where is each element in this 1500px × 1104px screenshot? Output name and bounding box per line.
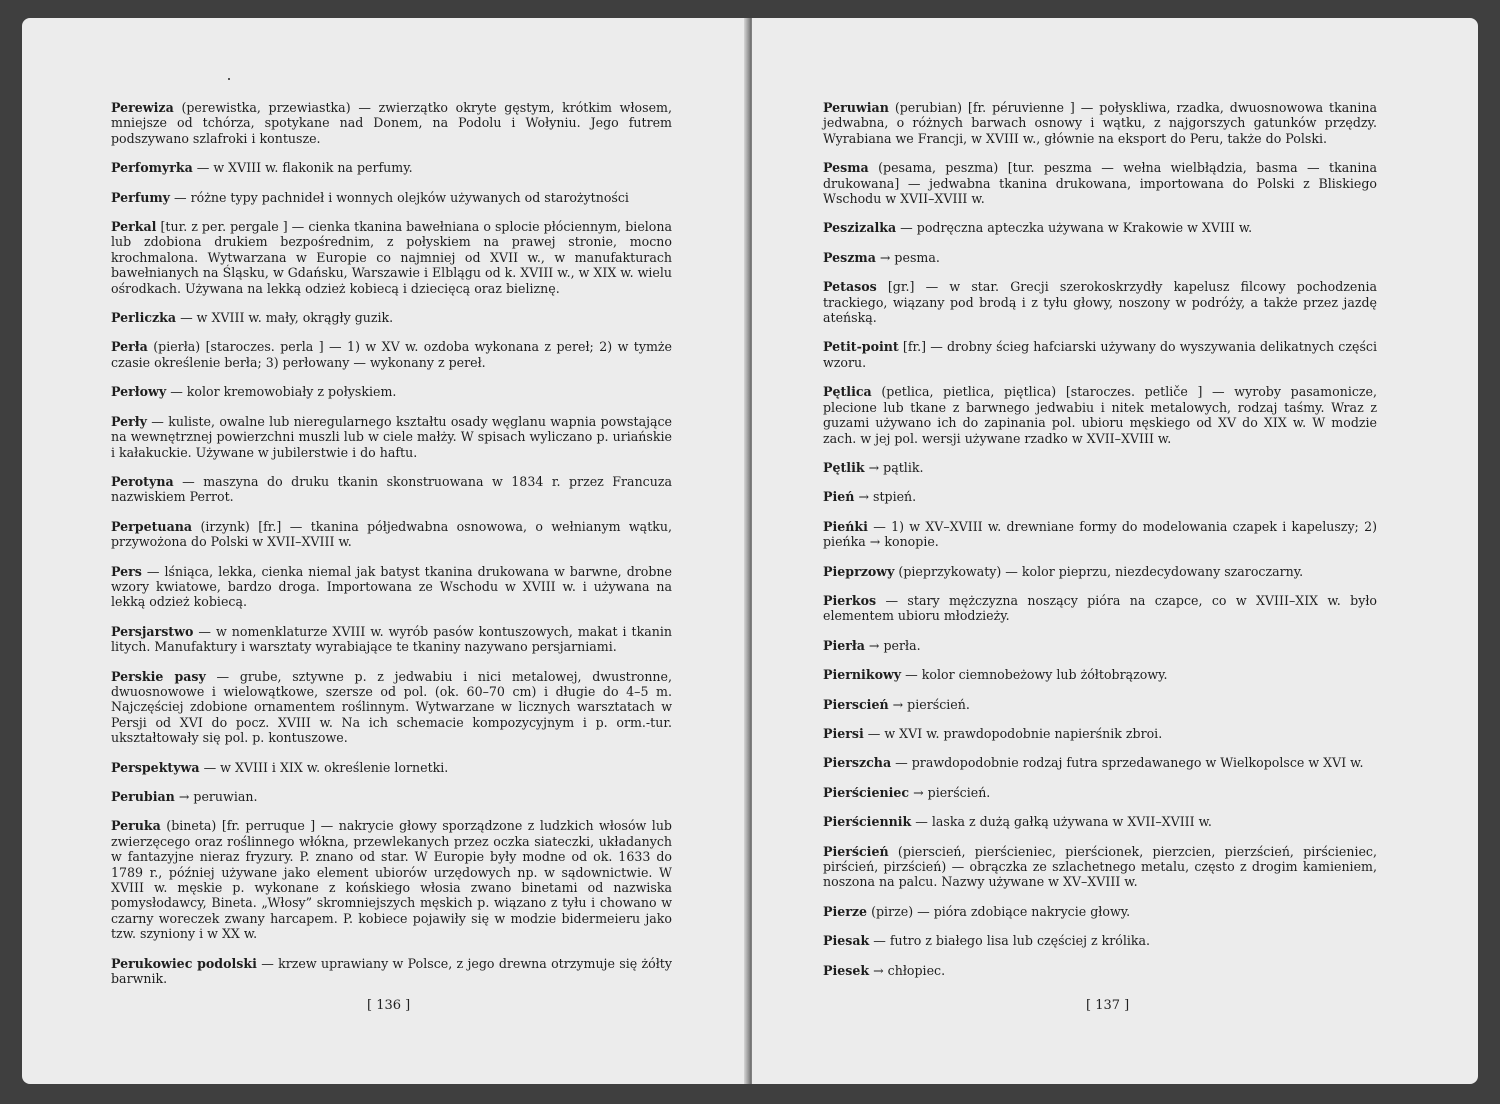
entry-definition: — w XVIII i XIX w. określenie lornetki.	[199, 759, 449, 775]
dictionary-entry	[823, 564, 1377, 579]
dictionary-entry	[823, 844, 1377, 890]
entry-term: Perliczka	[111, 310, 177, 326]
dictionary-entry	[111, 760, 672, 775]
entry-definition: [fr.] — drobny ścieg hafciarski używany do wyszywania delikatnych części wzoru.	[823, 339, 1377, 370]
entry-definition: (pesama, peszma) [tur. peszma — wełna wielbłądzia, basma — tkanina drukowana] — jedwabna tkanina drukowana, importowana do Polski z Bliskiego Wschodu w XVII–XVIII w.	[823, 160, 1377, 207]
dictionary-entry	[823, 904, 1377, 919]
entry-term: Pień	[823, 489, 855, 505]
entry-term: Piernikowy	[823, 667, 902, 683]
entry-definition: — w XVIII w. mały, okrągły guzik.	[176, 310, 394, 326]
dictionary-entry	[823, 697, 1377, 712]
dictionary-entry	[111, 624, 672, 655]
dictionary-entry	[111, 310, 672, 325]
entry-definition: (perewistka, przewiastka) — zwierzątko okryte gęstym, krótkim włosem, mniejsze od tchórza, spotykane nad Donem, na Podolu i Wołyniu. Jego futrem podszywano szlafroki i kontusze.	[111, 100, 672, 146]
entry-definition: — podręczna apteczka używana w Krakowie w XVIII w.	[896, 220, 1253, 236]
entry-term: Pers	[111, 563, 142, 579]
dictionary-entry	[823, 220, 1377, 235]
dictionary-entry	[111, 384, 672, 399]
entry-definition: (petlica, pietlica, piętlica) [staroczes. petliče ] — wyroby pasamonicze, plecione lub tkane z barwnego jedwabiu i nitek metalowych, rodzaj taśmy. Wraz z guzami używano ich do zapinania pol. ubioru męskiego od XV do XIX w. W modzie zach. w jej pol. wersji używane rzadko w XVII–XVIII w.	[823, 384, 1377, 446]
entry-definition: — prawdopodobnie rodzaj futra sprzedawanego w Wielkopolsce w XVI w.	[891, 755, 1364, 771]
entry-term: Perukowiec podolski	[111, 955, 257, 971]
dictionary-entry	[111, 160, 672, 175]
dictionary-entry	[823, 279, 1377, 325]
entry-term: Pętlica	[823, 384, 872, 400]
entry-definition: — futro z białego lisa lub częściej z królika.	[869, 933, 1151, 949]
entry-term: Peruwian	[823, 100, 889, 115]
dictionary-entry	[111, 474, 672, 505]
dictionary-entry	[823, 593, 1377, 624]
entry-term: Piesek	[823, 962, 870, 978]
left-column	[111, 100, 672, 1000]
entry-term: Petasos	[823, 279, 877, 295]
page-number: [ 137 ]	[1086, 998, 1130, 1013]
entry-term: Pierze	[823, 903, 868, 919]
entry-definition: [tur. z per. pergale ] — cienka tkanina bawełniana o splocie płóciennym, bielona lub zdobiona drukiem bezpośrednim, z połyskiem na prawej stronie, mocno krochmalona. Wytwarzana w Europie co najmniej od XVII w., w manufakturach bawełnianych na Śląsku, w Gdańsku, Warszawie i Elblągu od k. XVIII w., w XIX w. wielu ośrodkach. Używana na lekką odzież kobiecą i dziecięcą oraz bieliznę.	[111, 219, 672, 296]
entry-definition: — kuliste, owalne lub nieregularnego kształtu osady węglanu wapnia powstające na wewnętrznej powierzchni muszli lub w ciele małży. W spisach wyliczano p. uriańskie i kałakuckie. Używane w jubilerstwie i do haftu.	[111, 413, 672, 460]
entry-definition: — 1) w XV–XVIII w. drewniane formy do modelowania czapek i kapeluszy; 2) pieńka → konopie.	[823, 518, 1377, 550]
entry-definition: — maszyna do druku tkanin skonstruowana w 1834 r. przez Francuza nazwiskiem Perrot.	[111, 473, 672, 505]
entry-term: Pierszcha	[823, 755, 892, 771]
entry-definition: — w XVI w. prawdopodobnie napierśnik zbroi.	[863, 725, 1163, 741]
page-mark	[228, 78, 230, 80]
entry-definition: — w XVIII w. flakonik na perfumy.	[192, 160, 413, 176]
entry-term: Pierściennik	[823, 814, 912, 830]
entry-term: Perskie pasy	[111, 668, 206, 684]
entry-term: Petit-point	[823, 339, 899, 355]
dictionary-entry	[823, 460, 1377, 475]
entry-definition: (bineta) [fr. perruque ] — nakrycie głowy sporządzone z ludzkich włosów lub zwierzęcego oraz roślinnego włókna, przewlekanych przez oczka siateczki, układanych w fantazyjne nieraz fryzury. P. znano od star. W Europie były modne od ok. 1633 do 1789 r., później używane jako element ubiorów urzędowych np. w sądownictwie. W XVIII w. męskie p. wykonane z końskiego włosia zwano binetami od nazwiska pomysłodawcy, Bineta. „Włosy” skromniejszych męskich p. wiązano z tyłu i chowano w czarny woreczek zwany harcapem. P. kobiece pojawiły się w modzie bidermeieru jako tzw. szyniony i w XX w.	[111, 818, 672, 942]
entry-term: Perły	[111, 413, 147, 429]
entry-term: Pierła	[823, 637, 865, 653]
entry-definition: [gr.] — w star. Grecji szerokoskrzydły kapelusz filcowy pochodzenia trackiego, wiązany pod brodą i z tyłu głowy, noszony w podróży, a także przez jazdę ateńską.	[823, 279, 1377, 326]
entry-definition: (pierscień, pierścieniec, pierścionek, pierzcien, pierzścień, pirścieniec, pirścień, pirzścień) — obrączka ze szlachetnego metalu, często z drogim kamieniem, noszona na palcu. Nazwy używane w XV–XVIII w.	[823, 843, 1377, 890]
entry-term: Pierścieniec	[823, 784, 910, 800]
entry-term: Perotyna	[111, 473, 174, 489]
entry-term: Peszma	[823, 249, 876, 265]
entry-term: Peszizalka	[823, 220, 897, 236]
dictionary-entry	[111, 219, 672, 296]
entry-definition: (perubian) [fr. péruvienne ] — połyskliwa, rzadka, dwuosnowowa tkanina jedwabna, o różnych barwach osnowy i wątku, z najgorszych gatunków przędzy. Wyrabiana we Francji, w XVIII w., głównie na eksport do Peru, także do Polski.	[823, 100, 1377, 146]
dictionary-entry	[823, 755, 1377, 770]
dictionary-entry	[823, 814, 1377, 829]
dictionary-entry	[823, 785, 1377, 800]
entry-term: Perłowy	[111, 384, 167, 400]
entry-term: Perfumy	[111, 189, 170, 205]
entry-term: Piesak	[823, 933, 870, 949]
entry-term: Perspektywa	[111, 759, 200, 775]
entry-definition: (pierła) [staroczes. perla ] — 1) w XV w. ozdoba wykonana z pereł; 2) w tymże czasie określenie berła; 3) perłowany — wykonany z pereł.	[111, 339, 672, 370]
dictionary-entry	[111, 956, 672, 987]
dictionary-entry	[823, 100, 1377, 146]
entry-definition: — lśniąca, lekka, cienka niemal jak batyst tkanina drukowana w barwne, drobne wzory kwiatowe, bardzo droga. Importowana ze Wschodu w XVIII w. i używana na lekką odzież kobiecą.	[111, 563, 672, 610]
dictionary-entry	[111, 190, 672, 205]
page-number: [ 136 ]	[367, 998, 411, 1013]
dictionary-entry	[823, 339, 1377, 370]
entry-term: Persjarstwo	[111, 623, 194, 639]
dictionary-entry	[823, 963, 1377, 978]
entry-definition: — grube, sztywne p. z jedwabiu i nici metalowej, dwustronne, dwuosnowowe i wielowątkowe, szersze od pol. (ok. 60–70 cm) i długie do 4–5 m. Najczęściej zdobione ornamentem roślinnym. Wytwarzane w licznych warsztatach w Persji od XVI do pocz. XVIII w. Na ich schemacie kompozycyjnym i p. orm.-tur. ukształtowały się pol. p. kontuszowe.	[111, 668, 672, 746]
entry-definition: — stary mężczyzna noszący pióra na czapce, co w XVIII–XIX w. było elementem ubioru młodzieży.	[823, 592, 1377, 624]
dictionary-entry	[111, 100, 672, 146]
entry-term: Pierscień	[823, 696, 889, 712]
dictionary-entry	[111, 414, 672, 460]
entry-definition: (pirze) — pióra zdobiące nakrycie głowy.	[867, 903, 1131, 919]
entry-definition: (irzynk) [fr.] — tkanina półjedwabna osnowowa, o wełnianym wątku, przywożona do Polski w XVII–XVIII w.	[111, 518, 672, 550]
entry-definition: — krzew uprawiany w Polsce, z jego drewna otrzymuje się żółty barwnik.	[111, 955, 672, 987]
entry-term: Pętlik	[823, 459, 865, 475]
entry-term: Pierkos	[823, 592, 877, 608]
right-column	[823, 100, 1377, 992]
entry-definition: → peruwian.	[174, 789, 258, 804]
entry-definition: — kolor kremowobiały z połyskiem.	[166, 384, 397, 400]
entry-definition: — kolor ciemnobeżowy lub żółtobrązowy.	[901, 667, 1168, 683]
dictionary-entry	[823, 384, 1377, 446]
dictionary-entry	[823, 250, 1377, 265]
dictionary-entry	[823, 638, 1377, 653]
entry-term: Peruka	[111, 818, 161, 834]
entry-definition: (pieprzykowaty) — kolor pieprzu, niezdecydowany szaroczarny.	[894, 563, 1304, 579]
dictionary-entry	[823, 489, 1377, 504]
entry-definition: → pierścień.	[909, 784, 991, 800]
entry-definition: → chłopiec.	[869, 962, 946, 978]
entry-term: Perkal	[111, 219, 157, 235]
dictionary-entry	[823, 160, 1377, 206]
right-page	[752, 18, 1478, 1084]
entry-definition: → pątlik.	[864, 459, 924, 475]
entry-definition: → pierścień.	[888, 696, 970, 712]
entry-term: Perpetuana	[111, 518, 193, 534]
dictionary-entry	[111, 339, 672, 370]
entry-definition: → stpień.	[854, 489, 917, 505]
entry-definition: — laska z dużą gałką używana w XVII–XVIII w.	[911, 814, 1212, 830]
dictionary-entry	[111, 519, 672, 550]
entry-term: Pieprzowy	[823, 563, 895, 579]
left-page	[22, 18, 748, 1084]
entry-definition: — różne typy pachnideł i wonnych olejków używanych od starożytności	[170, 189, 629, 205]
entry-definition: → pesma.	[875, 249, 940, 265]
dictionary-entry	[823, 667, 1377, 682]
entry-term: Perewiza	[111, 100, 174, 115]
entry-term: Perfomyrka	[111, 160, 193, 176]
dictionary-entry	[823, 726, 1377, 741]
dictionary-entry	[111, 789, 672, 804]
entry-term: Piersi	[823, 725, 864, 741]
entry-definition: — w nomenklaturze XVIII w. wyrób pasów kontuszowych, makat i tkanin litych. Manufaktury i warsztaty wyrabiające te tkaniny nazywano persjarniami.	[111, 623, 672, 655]
dictionary-entry	[111, 564, 672, 610]
dictionary-entry	[823, 519, 1377, 550]
entry-term: Perła	[111, 339, 148, 355]
dictionary-entry	[111, 818, 672, 941]
entry-term: Pesma	[823, 160, 869, 176]
entry-definition: → perła.	[864, 637, 921, 653]
entry-term: Pieńki	[823, 518, 868, 534]
entry-term: Pierścień	[823, 843, 889, 859]
dictionary-entry	[111, 669, 672, 746]
entry-term: Perubian	[111, 789, 175, 804]
dictionary-entry	[823, 933, 1377, 948]
